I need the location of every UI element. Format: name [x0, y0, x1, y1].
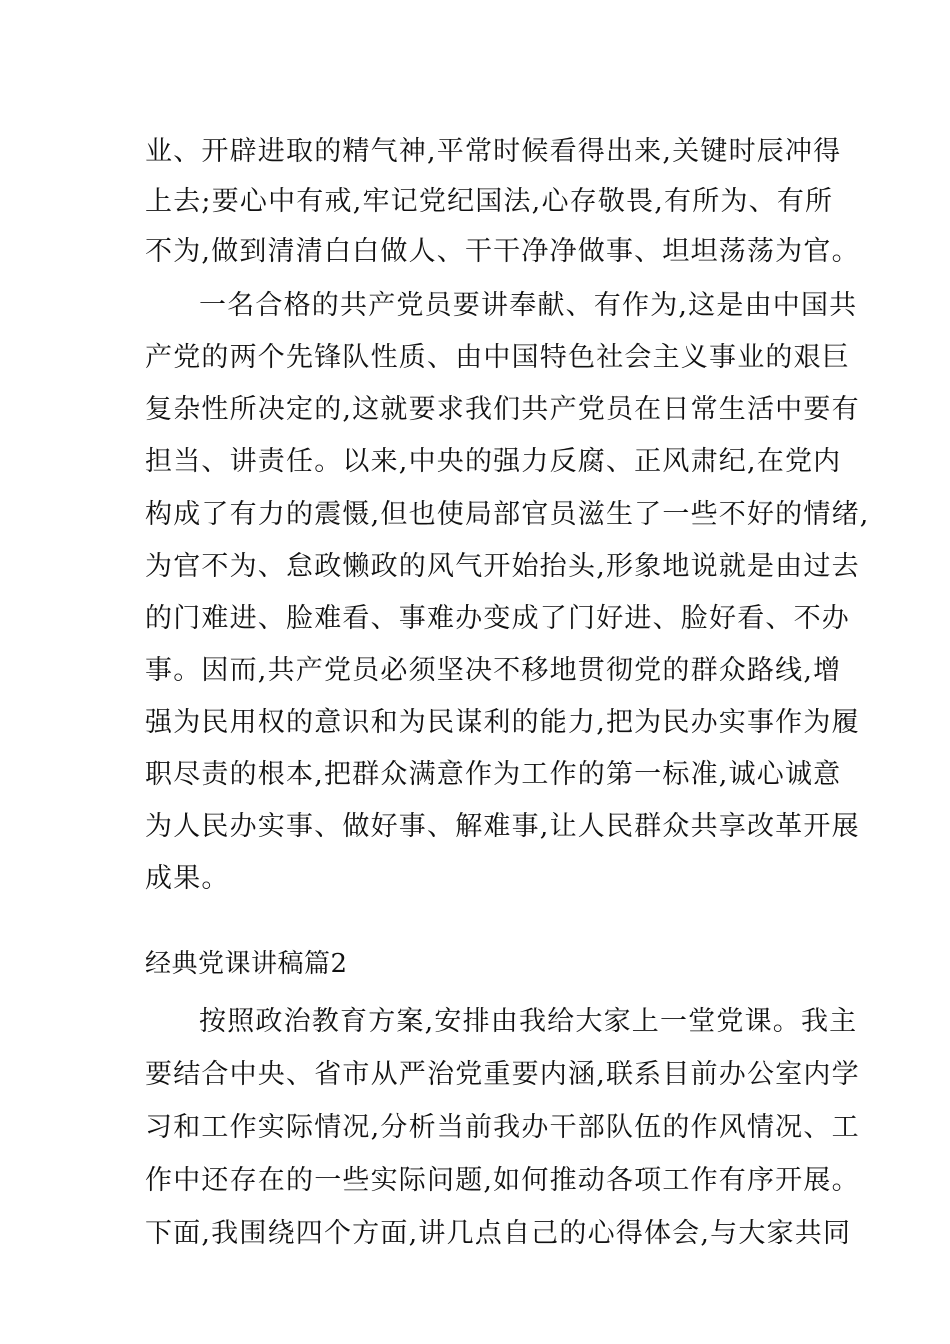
- body-text-line: 为官不为、怠政懒政的风气开始抬头,形象地说就是由过去: [145, 551, 860, 582]
- body-text-line: 担当、讲责任。以来,中央的强力反腐、正风肃纪,在党内: [145, 446, 842, 477]
- section-heading: 经典党课讲稿篇2: [145, 949, 348, 979]
- body-text-line: 上去;要心中有戒,牢记党纪国法,心存敬畏,有所为、有所: [145, 186, 834, 217]
- body-text-line: 构成了有力的震慑,但也使局部官员滋生了一些不好的情绪,: [145, 499, 870, 530]
- body-text-line: 要结合中央、省市从严治党重要内涵,联系目前办公室内学: [145, 1059, 860, 1090]
- body-text-line: 作中还存在的一些实际问题,如何推动各项工作有序开展。: [145, 1165, 860, 1196]
- body-text-line: 产党的两个先锋队性质、由中国特色社会主义事业的艰巨: [145, 342, 850, 373]
- body-text-line: 复杂性所决定的,这就要求我们共产党员在日常生活中要有: [145, 394, 860, 425]
- body-text-line: 事。因而,共产党员必须坚决不移地贯彻党的群众路线,增: [145, 655, 842, 686]
- paragraph-first-line: 按照政治教育方案,安排由我给大家上一堂党课。我主: [199, 1006, 858, 1037]
- body-text-line: 职尽责的根本,把群众满意作为工作的第一标准,诚心诚意: [145, 759, 842, 790]
- body-text-line: 成果。: [145, 863, 230, 894]
- body-text-line: 的门难进、脸难看、事难办变成了门好进、脸好看、不办: [145, 603, 850, 634]
- body-text-line: 为人民办实事、做好事、解难事,让人民群众共享改革开展: [145, 811, 860, 842]
- paragraph-first-line: 一名合格的共产党员要讲奉献、有作为,这是由中国共: [199, 290, 858, 321]
- body-text-line: 不为,做到清清白白做人、干干净净做事、坦坦荡荡为官。: [145, 236, 860, 267]
- body-text-line: 业、开辟进取的精气神,平常时候看得出来,关键时辰冲得: [145, 136, 842, 167]
- body-text-line: 强为民用权的意识和为民谋利的能力,把为民办实事作为履: [145, 707, 860, 738]
- body-text-line: 习和工作实际情况,分析当前我办干部队伍的作风情况、工: [145, 1112, 860, 1143]
- body-text-line: 下面,我围绕四个方面,讲几点自己的心得体会,与大家共同: [145, 1218, 852, 1249]
